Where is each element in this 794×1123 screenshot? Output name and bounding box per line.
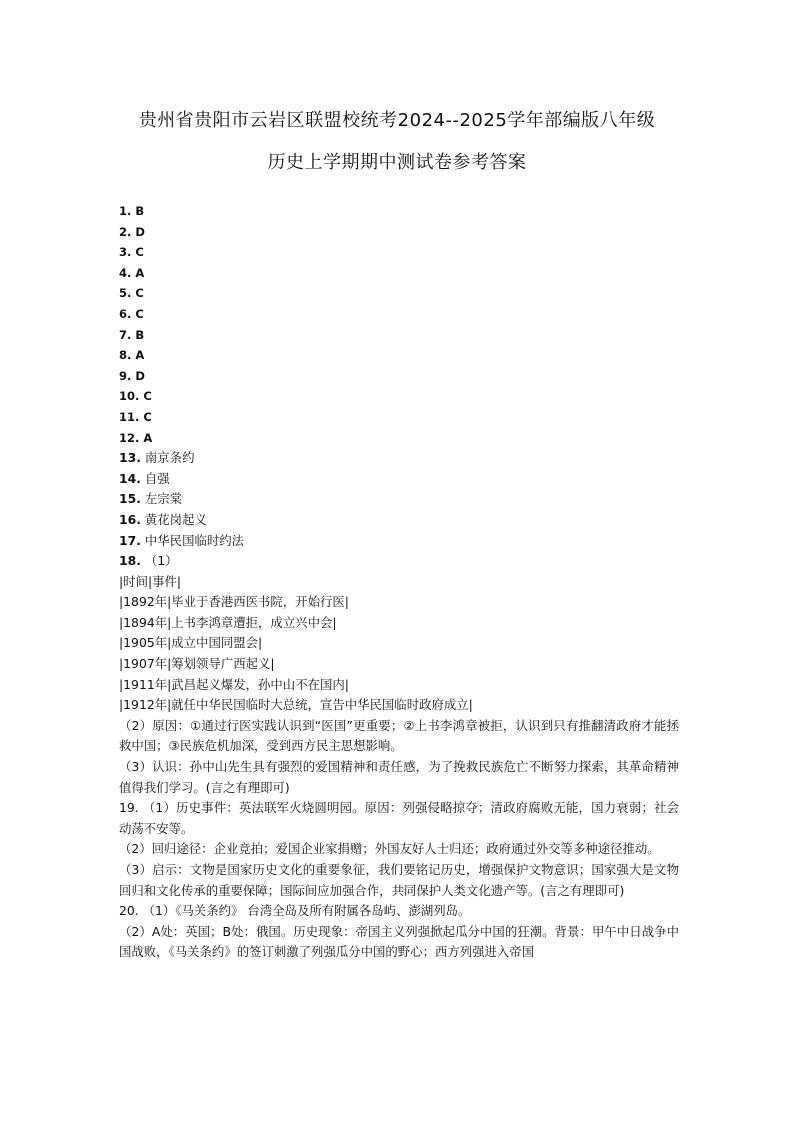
document-title-line1: 贵州省贵阳市云岩区联盟校统考2024--2025学年部编版八年级 — [138, 110, 656, 131]
choice-answer: 6. C — [119, 306, 144, 321]
answer-paragraph: （2）A处：英国；B处：俄国。历史现象：帝国主义列强掀起瓜分中国的狂潮。背景：甲午中日战争中国战败，《马关条约》的签订刺激了列强瓜分中国的野心；西方列强进入帝国 — [119, 923, 679, 960]
question-number: 18. — [119, 553, 141, 569]
choice-answer: 10. C — [119, 389, 152, 404]
timeline-table-row: |1907年|筹划领导广西起义| — [119, 656, 275, 672]
choice-answer: 1. B — [119, 204, 145, 218]
answer-text: 自强 — [140, 470, 170, 486]
choice-answer: 8. A — [119, 348, 145, 363]
answer-text: （1） — [140, 553, 178, 569]
question-number: 13. — [119, 450, 141, 466]
answer-paragraph: （2）原因：①通过行医实践认识到“医国”更重要；②上书李鸿章被拒，认识到只有推翻清政府才能拯救中国；③民族危机加深，受到西方民主思想影响。 — [119, 717, 679, 754]
answer-paragraph: （3）认识：孙中山先生具有强烈的爱国精神和责任感，为了挽救民族危亡不断努力探索，其革命精神值得我们学习。(言之有理即可) — [119, 759, 679, 795]
fill-answer — [119, 510, 679, 531]
answer-text: 南京条约 — [140, 450, 195, 466]
choice-answer: 12. A — [119, 430, 153, 445]
timeline-table-header: |时间|事件| — [119, 573, 182, 589]
answer-list — [119, 201, 679, 963]
question-number: 15. — [119, 491, 141, 507]
fill-answer — [119, 551, 679, 572]
choice-answer: 2. D — [119, 224, 145, 239]
question-number: 17. — [119, 532, 141, 548]
answer-paragraph: （2）回归途径：企业竞拍；爱国企业家捐赠；外国友好人士归还；政府通过外交等多种途径推动。 — [119, 841, 660, 857]
choice-answer: 5. C — [119, 286, 144, 301]
question-number: 16. — [119, 511, 141, 527]
answer-text: 左宗棠 — [140, 491, 183, 507]
timeline-table-row: |1894年|上书李鸿章遭拒，成立兴中会| — [119, 614, 337, 630]
document-title-line2: 历史上学期期中测试卷参考答案 — [267, 152, 527, 173]
timeline-table-row: |1912年|就任中华民国临时大总统，宣告中华民国临时政府成立| — [119, 697, 473, 713]
answer-text: 中华民国临时约法 — [140, 532, 245, 548]
fill-answer — [119, 469, 679, 490]
fill-answer — [119, 489, 679, 510]
fill-answer — [119, 531, 679, 552]
choice-answer: 4. A — [119, 265, 145, 280]
fill-answer — [119, 448, 679, 469]
choice-answer: 9. D — [119, 368, 145, 383]
answer-paragraph: （3）启示：文物是国家历史文化的重要象征，我们要铭记历史，增强保护文物意识；国家强大是文物回归和文化传承的重要保障；国际间应加强合作，共同保护人类文化遗产等。(言之有理即可) — [119, 862, 679, 898]
timeline-table-row: |1911年|武昌起义爆发，孙中山不在国内| — [119, 676, 349, 692]
answer-paragraph: 19. （1）历史事件：英法联军火烧圆明园。原因：列强侵略掠夺；清政府腐败无能，国力衰弱；社会动荡不安等。 — [119, 800, 679, 836]
question-number: 14. — [119, 470, 141, 486]
choice-answer: 11. C — [119, 409, 152, 424]
timeline-table-row: |1905年|成立中国同盟会| — [119, 635, 263, 651]
timeline-table-row: |1892年|毕业于香港西医书院，开始行医| — [119, 594, 349, 610]
choice-answer: 3. C — [119, 245, 144, 260]
answer-text: 黄花岗起义 — [140, 511, 207, 527]
answer-paragraphs — [119, 716, 679, 963]
answer-paragraph: 20. （1）《马关条约》 台湾全岛及所有附属各岛屿、澎湖列岛。 — [119, 903, 471, 919]
choice-answer: 7. B — [119, 327, 145, 342]
